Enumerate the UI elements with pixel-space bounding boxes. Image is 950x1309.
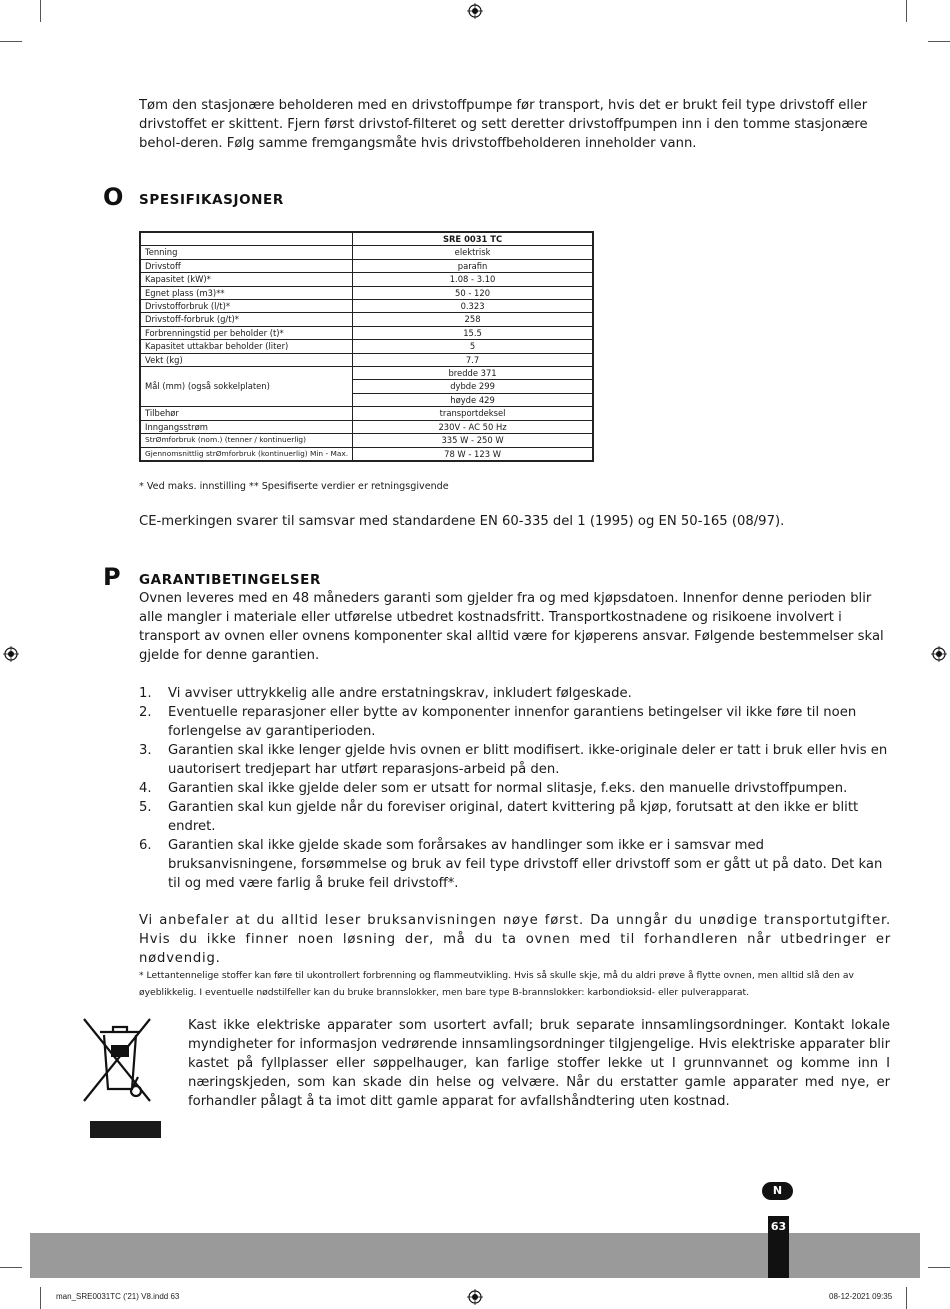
- spec-value: 1.08 - 3.10: [353, 273, 593, 286]
- table-row: [140, 367, 593, 380]
- list-text: Garantien skal ikke lenger gjelde hvis ovnen er blitt modifisert. ikke-originale deler er tatt i bruk eller hvis en uautorisert tredjepart har utført reparasjons-arbeid på den.: [168, 743, 888, 777]
- list-item: [139, 703, 891, 741]
- crop-mark: [928, 1267, 950, 1268]
- spec-label: Kapasitet (kW)*: [140, 273, 353, 286]
- registration-mark-icon: [467, 3, 483, 19]
- list-text: Garantien skal ikke gjelde skade som forårsakes av handlinger som ikke er i samsvar med bruksanvisningene, forsømmelse og bruk av feil type drivstoff eller drivstoff som er gått ut på dato. Det kan til og med være farlig å bruke feil drivstoff*.: [168, 838, 883, 891]
- crop-mark: [928, 41, 950, 42]
- table-row: [140, 340, 593, 353]
- spec-value: 230V - AC 50 Hz: [353, 420, 593, 433]
- list-number: 6.: [139, 838, 152, 853]
- spec-value: elektrisk: [353, 246, 593, 259]
- spec-value: parafin: [353, 259, 593, 272]
- crop-mark: [906, 0, 907, 22]
- crop-mark: [40, 0, 41, 22]
- spec-label: Forbrenningstid per beholder (t)*: [140, 326, 353, 339]
- ce-statement: CE-merkingen svarer til samsvar med standardene EN 60-335 del 1 (1995) og EN 50-165 (08/97).: [139, 514, 785, 529]
- spec-label: Kapasitet uttakbar beholder (liter): [140, 340, 353, 353]
- spec-label: Inngangsstrøm: [140, 420, 353, 433]
- list-item: [139, 741, 891, 779]
- list-number: 4.: [139, 781, 152, 796]
- list-item: [139, 779, 891, 798]
- guarantee-intro: Ovnen leveres med en 48 måneders garanti som gjelder fra og med kjøpsdatoen. Innenfor denne perioden blir alle mangler i materiale eller utførelse utbedret kostnadsfritt. Transportkostnadene og risikoene involvert i transport av ovnen eller ovnens komponenter skal alltid være for kjøperens ansvar. Følgende bestemmelser skal gjelde for denne garantien.: [139, 591, 884, 663]
- spec-label: StrØmforbruk (nom.) (tenner / kontinuerlig): [140, 434, 353, 447]
- table-row: [140, 353, 593, 366]
- specifications-table: [139, 231, 594, 462]
- print-slug-date: 08-12-2021 09:35: [829, 1292, 893, 1301]
- crop-mark: [906, 1287, 907, 1309]
- section-letter-p: P: [103, 563, 121, 591]
- section-title-specifications: SPESIFIKASJONER: [139, 192, 284, 208]
- weee-bar: [90, 1121, 161, 1138]
- table-row: [140, 273, 593, 286]
- table-row: [140, 246, 593, 259]
- spec-label: Drivstoff-forbruk (g/t)*: [140, 313, 353, 326]
- spec-label: Drivstofforbruk (l/t)*: [140, 300, 353, 313]
- list-text: Eventuelle reparasjoner eller bytte av komponenter innenfor garantiens betingelser vil ikke føre til noen forlengelse av garantiperioden.: [168, 705, 857, 739]
- spec-value: dybde 299: [353, 380, 593, 393]
- list-number: 1.: [139, 686, 152, 701]
- spec-label: Tilbehør: [140, 407, 353, 420]
- list-item: [139, 836, 891, 893]
- table-row: [140, 420, 593, 433]
- table-row: [140, 407, 593, 420]
- table-row: [140, 326, 593, 339]
- spec-label: Tenning: [140, 246, 353, 259]
- crop-mark: [40, 1287, 41, 1309]
- crossed-bin-icon: [82, 1015, 152, 1107]
- spec-value: 7.7: [353, 353, 593, 366]
- spec-value: 15.5: [353, 326, 593, 339]
- spec-value: bredde 371: [353, 367, 593, 380]
- registration-mark-icon: [467, 1289, 483, 1305]
- language-badge: N: [762, 1182, 793, 1200]
- table-header-row: [140, 232, 593, 246]
- spec-label: Mål (mm) (også sokkelplaten): [140, 367, 353, 407]
- crop-mark: [0, 41, 22, 42]
- list-item: [139, 684, 891, 703]
- spec-label: Gjennomsnittlig strØmforbruk (kontinuerlig) Min - Max.: [140, 447, 353, 461]
- registration-mark-icon: [3, 646, 19, 662]
- crop-mark: [0, 1267, 22, 1268]
- list-text: Garantien skal ikke gjelde deler som er utsatt for normal slitasje, f.eks. den manuelle drivstoffpumpen.: [168, 781, 848, 796]
- intro-paragraph: Tøm den stasjonære beholderen med en drivstoffpumpe før transport, hvis det er brukt feil type drivstoff eller drivstoffet er skittent. Fjern først drivstof-filteret og sett deretter drivstoffpumpen inn i den tomme stasjonære behol-deren. Følg samme fremgangsmåte hvis drivstoffbeholderen inneholder vann.: [139, 98, 868, 151]
- spec-label: Egnet plass (m3)**: [140, 286, 353, 299]
- page-number: 63: [768, 1216, 789, 1278]
- spec-label: Drivstoff: [140, 259, 353, 272]
- spec-value: transportdeksel: [353, 407, 593, 420]
- registration-mark-icon: [931, 646, 947, 662]
- table-row: [140, 259, 593, 272]
- table-row: [140, 286, 593, 299]
- model-header: SRE 0031 TC: [353, 232, 593, 246]
- spec-value: 335 W - 250 W: [353, 434, 593, 447]
- table-row: [140, 300, 593, 313]
- spec-label: Vekt (kg): [140, 353, 353, 366]
- table-row: [140, 434, 593, 447]
- spec-value: 5: [353, 340, 593, 353]
- table-row: [140, 313, 593, 326]
- list-number: 2.: [139, 705, 152, 720]
- list-number: 3.: [139, 743, 152, 758]
- weee-paragraph: Kast ikke elektriske apparater som usortert avfall; bruk separate innsamlingsordninger. Kontakt lokale myndigheter for informasjon vedrørende innsamlingsordninger tilgjengelige. Hvis elektriske apparater blir kastet på fyllplasser eller søppelhauger, kan farlige stoffer lekke ut I grunnvannet og komme inn I næringskjeden, som kan skade din helse og velvære. Når du erstatter gamle apparater med nye, er forhandler pålagt å ta imot ditt gamle apparat for avfallshåndtering uten kostnad.: [188, 1018, 890, 1109]
- spec-value: 78 W - 123 W: [353, 447, 593, 461]
- advice-paragraph: Vi anbefaler at du alltid leser bruksanvisningen nøye først. Da unngår du unødige transportutgifter. Hvis du ikke finner noen løsning der, må du ta ovnen med til forhandleren når utbedringer er nødvendig.: [139, 913, 891, 966]
- spec-value: 0.323: [353, 300, 593, 313]
- spec-footnote: * Ved maks. innstilling ** Spesifiserte verdier er retningsgivende: [139, 481, 449, 492]
- table-row: [140, 447, 593, 461]
- list-text: Vi avviser uttrykkelig alle andre erstatningskrav, inkludert følgeskade.: [168, 686, 632, 701]
- guarantee-terms-list: [139, 684, 891, 893]
- table-cell: [140, 232, 353, 246]
- spec-value: 258: [353, 313, 593, 326]
- list-text: Garantien skal kun gjelde når du foreviser original, datert kvittering på kjøp, forutsatt at den ikke er blitt endret.: [168, 800, 859, 834]
- section-title-guarantee: GARANTIBETINGELSER: [139, 572, 321, 588]
- print-slug-file: man_SRE0031TC ('21) V8.indd 63: [56, 1292, 180, 1301]
- spec-value: høyde 429: [353, 393, 593, 406]
- list-item: [139, 798, 891, 836]
- spec-value: 50 - 120: [353, 286, 593, 299]
- section-letter-o: O: [103, 183, 124, 211]
- fuel-footnote: * Lettantennelige stoffer kan føre til ukontrollert forbrenning og flammeutvikling. Hvis så skulle skje, må du aldri prøve å flytte ovnen, men alltid slå den av øyeblikkelig. I eventuelle nødstilfeller kan du bruke brannslokker, men bare type B-brannslokker: karbondioksid- eller pulverapparat.: [139, 970, 854, 998]
- list-number: 5.: [139, 800, 152, 815]
